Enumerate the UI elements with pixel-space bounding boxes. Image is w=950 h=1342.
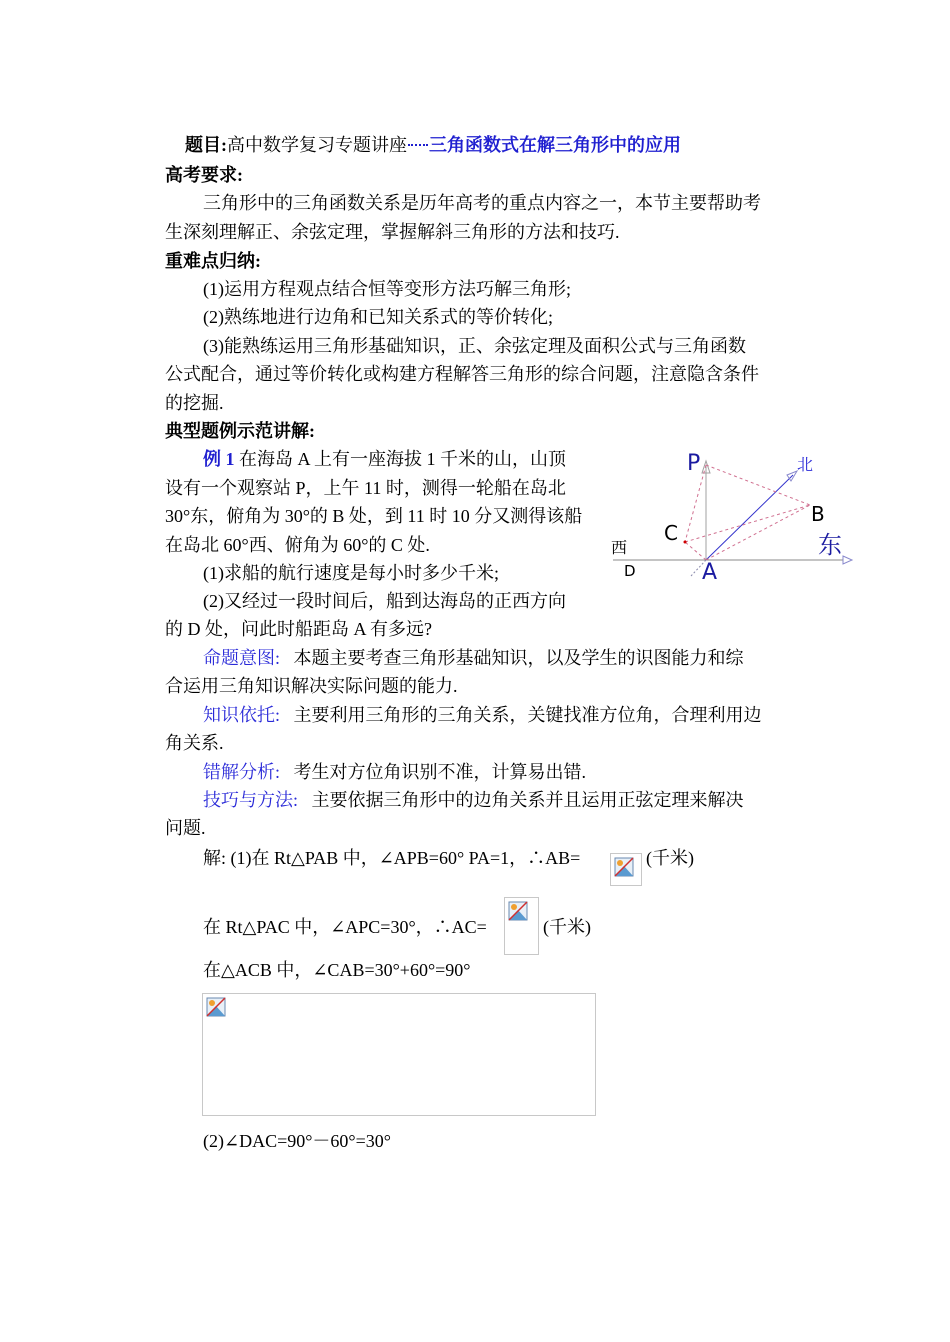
title-label: 题目: [185,135,227,155]
point-C [684,541,687,544]
page-title [185,134,681,156]
title-main: 三角函数式在解三角形中的应用 [429,135,681,155]
title-leader-dots [408,144,428,146]
solution-line4: (2)∠DAC=90°－60°=30° [203,1131,391,1151]
broken-image-icon [508,901,528,921]
intent-line1 [203,647,744,669]
key-point-1: (1)运用方程观点结合恒等变形方法巧解三角形; [203,279,571,299]
label-north: 北 [797,455,814,474]
label-P: P [687,451,701,476]
example1-q2b: 的 D 处，问此时船距岛 A 有多远? [165,619,432,639]
solution-line1 [203,847,580,869]
label-B: B [811,502,825,526]
examples-heading: 典型题例示范讲解: [165,421,315,441]
skill-text-1: 主要依据三角形中的边角关系并且运用正弦定理来解决 [311,790,744,810]
geometry-diagram [605,445,855,585]
knowledge-line1 [203,704,762,726]
intent-text-2: 合运用三角知识解决实际问题的能力. [165,676,458,696]
broken-image-icon [206,997,226,1017]
intent-text-1: 本题主要考查三角形基础知识，以及学生的识图能力和综 [293,648,744,668]
solution-line1-prefix: 解: (1)在 Rt△PAB 中，∠APB=60° PA=1，∴AB= [203,848,581,868]
error-label: 错解分析: [203,762,281,782]
broken-image-icon [614,857,634,877]
example1-q2a: (2)又经过一段时间后，船到达海岛的正西方向 [203,591,566,611]
line-AC [685,542,706,560]
line-PC [685,465,706,542]
gaokao-text-1: 三角形中的三角函数关系是历年高考的重点内容之一，本节主要帮助考 [203,193,761,213]
example1-label: 例 1 [203,449,235,469]
line-PB [706,465,810,505]
label-west: 西 [611,538,628,557]
label-east: 东 [818,531,842,559]
label-C: C [664,521,678,545]
example1-line4: 在岛北 60°西、俯角为 60°的 C 处. [165,535,430,555]
line-AB [706,505,810,560]
key-heading: 重难点归纳: [165,251,261,271]
example1-line1-text: 在海岛 A 上有一座海拔 1 千米的山，山顶 [239,449,567,469]
example1-line1 [203,448,566,470]
key-point-3c: 的挖掘. [165,393,224,413]
solution-line2-suffix: (千米) [543,917,591,937]
key-point-2: (2)熟练地进行边角和已知关系式的等价转化; [203,307,553,327]
error-line [203,761,586,783]
skill-label: 技巧与方法: [203,790,299,810]
formula-image-cb [202,993,596,1116]
key-point-3b: 公式配合，通过等价转化或构建方程解答三角形的综合问题，注意隐含条件 [165,364,759,384]
east-arrow [843,556,852,564]
solution-line2-prefix: 在 Rt△PAC 中，∠APC=30°，∴AC= [203,917,487,937]
label-D: D [624,562,636,580]
knowledge-text-1: 主要利用三角形的三角关系，关键找准方位角，合理利用边 [293,705,762,725]
formula-image-ab [610,853,642,886]
line-CB [685,505,810,542]
skill-text-2: 问题. [165,818,206,838]
key-point-3a: (3)能熟练运用三角形基础知识，正、余弦定理及面积公式与三角函数 [203,336,746,356]
title-prefix: 高中数学复习专题讲座 [227,135,407,155]
intent-label: 命题意图: [203,648,281,668]
knowledge-text-2: 角关系. [165,733,224,753]
north-line [706,475,793,560]
gaokao-heading: 高考要求: [165,165,243,185]
error-text: 考生对方位角识别不准，计算易出错. [293,762,587,782]
skill-line1 [203,789,744,811]
knowledge-label: 知识依托: [203,705,281,725]
example1-line2: 设有一个观察站 P，上午 11 时，测得一轮船在岛北 [165,478,566,498]
gaokao-text-2: 生深刻理解正、余弦定理，掌握解斜三角形的方法和技巧. [165,222,620,242]
example1-line3: 30°东，俯角为 30°的 B 处，到 11 时 10 分又测得该船 [165,506,583,526]
formula-image-ac [504,897,539,955]
example1-q1: (1)求船的航行速度是每小时多少千米; [203,563,499,583]
solution-line1-suffix: (千米) [646,848,694,868]
label-A: A [702,560,718,585]
solution-line3: 在△ACB 中，∠CAB=30°+60°=90° [203,960,471,980]
